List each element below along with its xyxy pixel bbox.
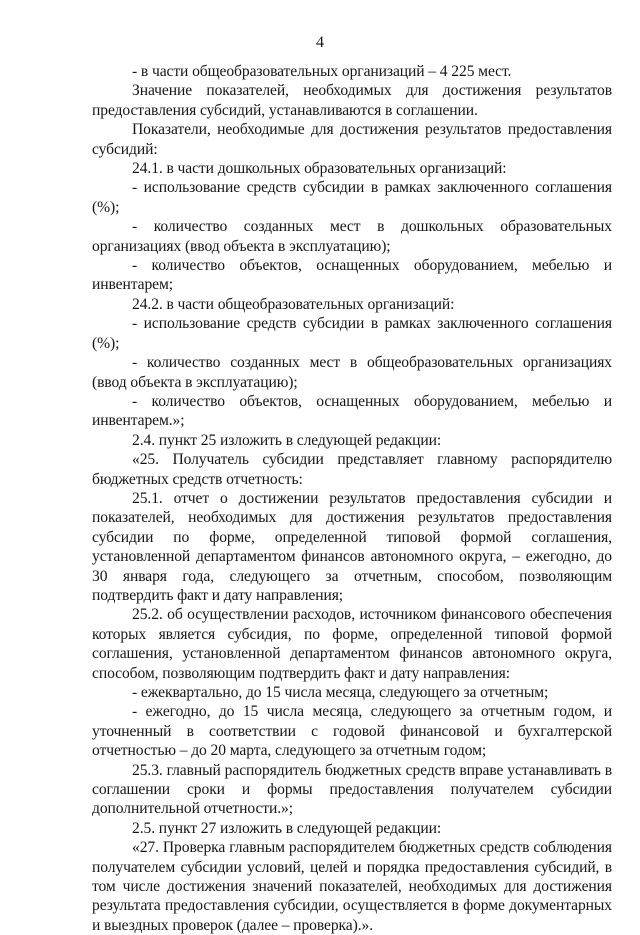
paragraph: Значение показателей, необходимых для достижения результатов предоставления субсидий, устанавливаются в соглашении. [92, 82, 612, 119]
paragraph: - в части общеобразовательных организаций – 4 225 мест. [132, 63, 512, 80]
paragraph: - количество объектов, оснащенных оборудованием, мебелью и инвентарем; [92, 257, 612, 294]
paragraph: 24.1. в части дошкольных образовательных организаций: [132, 160, 507, 178]
paragraph: 25.2. об осуществлении расходов, источником финансового обеспечения которых является субсидия, по форме, определенной типовой формой соглашения, установленной департаментом финансов автономного округа, способом, позволяющим подтвердить факт и дату направления: [92, 606, 612, 682]
paragraph: 2.5. пункт 27 изложить в следующей редакции: [132, 819, 442, 837]
paragraph: 25.3. главный распорядитель бюджетных средств вправе устанавливать в соглашении сроки и формы предоставления получателем субсидии дополнительной отчетности.»; [92, 761, 612, 818]
paragraph: - использование средств субсидии в рамках заключенного соглашения (%); [92, 179, 612, 216]
document-body [92, 62, 612, 935]
paragraph: «25. Получатель субсидии представляет главному распорядителю бюджетных средств отчетность: [92, 451, 612, 488]
paragraph: - использование средств субсидии в рамках заключенного соглашения (%); [92, 315, 612, 352]
paragraph: - ежеквартально, до 15 числа месяца, следующего за отчетным; [132, 684, 549, 701]
paragraph: - количество созданных мест в дошкольных образовательных организациях (ввод объекта в эксплуатацию); [92, 218, 612, 255]
paragraph: Показатели, необходимые для достижения результатов предоставления субсидий: [92, 121, 612, 158]
paragraph: «27. Проверка главным распорядителем бюджетных средств соблюдения получателем субсидии условий, целей и порядка предоставления субсидий, в том числе достижения значений показателей, необходимых для достижения результата предоставления субсидии, осуществляется в форме документарных и выездных проверок (далее – проверка).». [92, 839, 612, 934]
paragraph: - количество созданных мест в общеобразовательных организациях (ввод объекта в эксплуатацию); [92, 354, 612, 391]
page-number: 4 [316, 34, 324, 51]
paragraph: 25.1. отчет о достижении результатов предоставления субсидии и показателей, необходимых для достижения результатов предоставления субсидии по форме, определенной типовой формой соглашения, установленной департаментом финансов автономного округа, – ежегодно, до 30 января года, следующего за отчетным, способом, позволяющим подтвердить факт и дату направления; [92, 489, 612, 604]
paragraph: - ежегодно, до 15 числа месяца, следующего за отчетным годом, и уточненный в соответствии с годовой финансовой и бухгалтерской отчетностью – до 20 марта, следующего за отчетным годом; [92, 703, 612, 760]
paragraph: - количество объектов, оснащенных оборудованием, мебелью и инвентарем.»; [92, 392, 612, 430]
paragraph: 24.2. в части общеобразовательных организаций: [132, 295, 455, 313]
paragraph: 2.4. пункт 25 изложить в следующей редакции: [132, 431, 442, 449]
